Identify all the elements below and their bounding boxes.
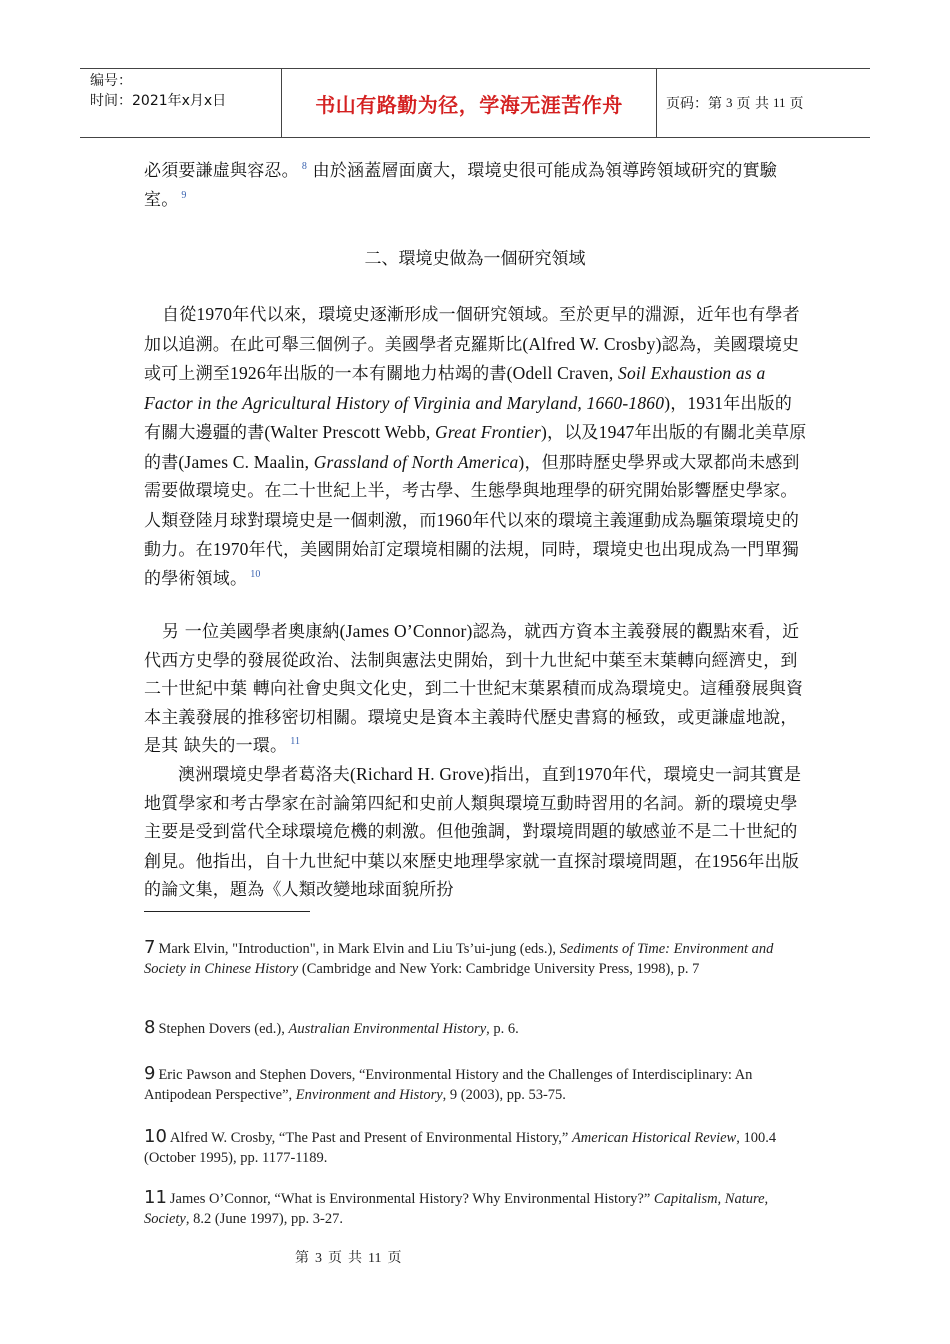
text: 年代，環境史一詞其實是地質學家和考古學家在討論第四紀和史前人類與環境互動時習用的名詞。新的環境史學主要是受到當代全球環境危機的刺激。但他強調，對環境問題的敏感並不是二十世紀的創見。他指出，自十九世紀中葉以來歷史地理學家就一直探討環境問題，在	[144, 765, 802, 872]
year: 1931	[687, 392, 724, 413]
footnote-number: 7	[144, 937, 156, 958]
footnote-number: 11	[144, 1187, 167, 1208]
year: 1956	[711, 850, 748, 871]
header-meta	[80, 69, 282, 137]
footnote-text: (Cambridge and New York: Cambridge University Press, 1998), p. 7	[298, 960, 700, 977]
footnote-11	[144, 1188, 808, 1229]
paragraph-oconnor	[144, 617, 808, 761]
text: 另 一位美國學者奧康納	[162, 622, 340, 642]
header-page-current: 3	[726, 95, 733, 110]
author-name: (Richard H. Grove)	[350, 764, 491, 784]
paragraph-text: 必須要謙虛與容忍。	[144, 161, 299, 181]
year: 1970	[576, 764, 612, 784]
year: 1970	[196, 304, 233, 324]
footnote-number: 9	[144, 1063, 156, 1084]
footer-word: 共	[348, 1251, 362, 1266]
citation: (James C. Maalin,	[178, 451, 314, 472]
section-heading-text: 二、環境史做為一個研究領域	[364, 249, 586, 269]
footnote-divider	[144, 911, 310, 912]
text: ，以及	[547, 423, 599, 443]
footnote-ref-11[interactable]: 11	[290, 736, 301, 747]
footnote-title: Capitalism, Nature, Society	[144, 1191, 769, 1227]
header-time-label: 时间：2021年x月x日	[90, 93, 227, 109]
header-slogan-cell	[282, 69, 657, 137]
text: 指出，直到	[490, 765, 577, 785]
footnote-7	[144, 938, 808, 979]
section-heading	[0, 244, 950, 269]
citation: (Odell Craven,	[506, 363, 618, 383]
header-page-total: 11	[772, 95, 786, 110]
footnote-ref-8[interactable]: 8	[301, 161, 308, 172]
year: 1947	[598, 422, 635, 442]
book-title: Grassland of North America	[313, 451, 519, 472]
footnote-text: Mark Elvin, "Introduction", in Mark Elvin and Liu Ts’ui-jung (eds.),	[158, 941, 560, 957]
footnote-text: James O’Connor, “What is Environmental History? Why Environmental History?”	[169, 1191, 654, 1207]
text: 年出版的有關北美草原的書	[144, 423, 807, 473]
header-number-label: 编号：	[90, 73, 132, 89]
footnote-text: , p. 6.	[486, 1021, 519, 1037]
paragraph-continuation	[144, 157, 808, 214]
paragraph-grove	[144, 760, 808, 905]
header-slogan: 书山有路勤为径，学海无涯苦作舟	[315, 92, 623, 117]
text: 年代以來的環境主義運動成為驅策環境史的動力。在	[144, 510, 800, 560]
footnote-ref-9[interactable]: 9	[181, 189, 187, 201]
book-title: Great Frontier	[434, 422, 541, 442]
text: 認為，就西方資本主義發展的觀點來看，近代西方史學的發展從政治、法制與憲法史開始，到十九世紀中葉至末葉轉向經濟史，到二十世紀中葉 轉向社會史與文化史，到二十世紀末葉累積而成為環境史。這種發展與資本主義發展的推移密切相關。環境史是資本主義時代歷史書寫的極致，或更謙虛地說，是其 缺失的一環。	[144, 622, 804, 756]
citation: (Walter Prescott Webb,	[264, 422, 435, 442]
footnote-text: , 9 (2003), pp. 53-75.	[442, 1086, 566, 1103]
paragraph-origins	[144, 300, 808, 593]
footnote-title: Environment and History	[295, 1086, 443, 1103]
year: 1926	[230, 363, 266, 383]
citation: )	[541, 422, 548, 442]
footer-page-current: 3	[315, 1251, 322, 1266]
text: 澳洲環境史學者葛洛夫	[178, 765, 350, 785]
text: 年代以來，環境史逐漸形成一個研究領域。至於更早的淵源，近年也有學者加以追溯。在此可舉三個例子。美國學者克羅斯比	[144, 305, 800, 355]
footnote-8	[144, 1018, 808, 1040]
header-page-prefix: 页码：第	[666, 96, 722, 112]
footer-page-total: 11	[368, 1251, 382, 1266]
author-name: (James O’Connor)	[339, 621, 473, 641]
footnote-text: Eric Pawson and Stephen Dovers, “Environmental History and the Challenges of Interdisciplinary: An Antipodean Perspective”,	[144, 1067, 753, 1103]
text: 自從	[162, 305, 197, 325]
footnote-title: Sediments of Time: Environment and Society in Chinese History	[144, 941, 774, 977]
footnote-10	[144, 1127, 808, 1168]
footnote-title: Australian Environmental History	[288, 1021, 487, 1037]
text: ，但那時歷史學界或大眾都尚未感到需要做環境史。在二十世紀上半，考古學、生態學與地理學的研究開始影響歷史學家。人類登陸月球對環境史是一個刺激，而	[144, 452, 800, 531]
book-title: Soil Exhaustion as a Factor in the Agricultural History of Virginia and Maryland, 1660-1860	[144, 363, 766, 413]
citation: )	[518, 451, 525, 472]
text: ，	[670, 393, 688, 414]
citation: )	[664, 392, 671, 413]
footnote-text: Alfred W. Crosby, “The Past and Present of Environmental History,”	[169, 1130, 572, 1146]
footnote-number: 8	[144, 1017, 156, 1038]
page-header	[80, 68, 870, 138]
paragraph-text: 由於涵蓋層面廣大，環境史很可能成為領導跨領域研究的實驗室。	[144, 161, 778, 210]
author-name: (Alfred W. Crosby)	[522, 333, 662, 354]
footnote-text: , 8.2 (June 1997), pp. 3-27.	[185, 1210, 343, 1227]
footer-word: 第	[295, 1251, 309, 1266]
text: 年代，美國開始訂定環境相關的法規，同時，環境史也出現成為一門單獨的學術領域。	[144, 540, 800, 589]
footer-word: 页	[328, 1251, 342, 1266]
text: 認為，美國環境史或可上溯至	[144, 334, 800, 384]
header-page-info	[656, 69, 870, 137]
footnote-ref-10[interactable]: 10	[250, 568, 261, 580]
header-page-mid: 页 共	[736, 96, 769, 112]
footer-word: 页	[387, 1251, 402, 1266]
header-page-suffix: 页	[789, 96, 804, 112]
footnote-text: Stephen Dovers (ed.),	[158, 1021, 289, 1037]
year: 1970	[212, 539, 249, 559]
footnote-title: American Historical Review	[571, 1130, 737, 1146]
text: 年出版的有關大邊疆的書	[144, 393, 793, 443]
footnote-number: 10	[144, 1126, 167, 1147]
footnote-9	[144, 1064, 808, 1105]
page-footer	[0, 1247, 950, 1267]
year: 1960	[436, 509, 473, 530]
text: 年出版的一本有關地力枯竭的書	[265, 364, 507, 384]
footnote-text: , 100.4 (October 1995), pp. 1177-1189.	[144, 1130, 777, 1166]
text: 年出版的論文集，題為《人類改變地球面貌所扮	[144, 851, 800, 900]
